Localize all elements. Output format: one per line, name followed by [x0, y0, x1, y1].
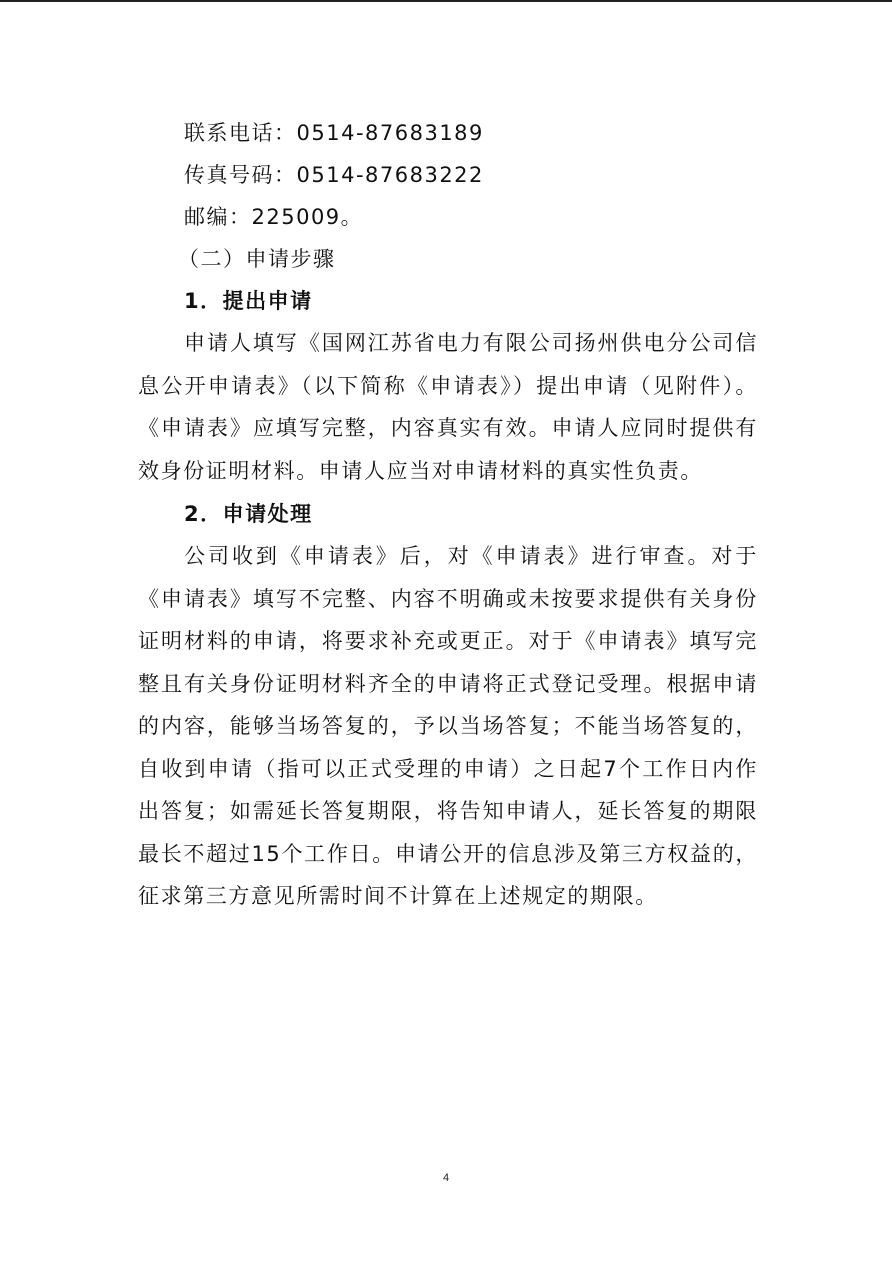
contact-postcode: 邮编：225009。 [184, 205, 364, 229]
step1-heading: 1．提出申请 [184, 289, 313, 313]
top-border-line [0, 0, 892, 2]
contact-phone: 联系电话：0514-87683189 [184, 121, 484, 145]
contact-fax: 传真号码：0514-87683222 [184, 163, 484, 187]
page-number: 4 [442, 1172, 450, 1184]
step2-heading: 2．申请处理 [184, 502, 313, 526]
section-heading: （二）申请步骤 [178, 247, 336, 271]
step1-body: 申请人填写《国网江苏省电力有限公司扬州供电分公司信息公开申请表》（以下简称《申请表》）提出申请（见附件）。《申请表》应填写完整，内容真实有效。申请人应同时提供有效身份证明材料。申请人应当对申请材料的真实性负责。 [138, 331, 758, 483]
step2-body: 公司收到《申请表》后，对《申请表》进行审查。对于《申请表》填写不完整、内容不明确或未按要求提供有关身份证明材料的申请，将要求补充或更正。对于《申请表》填写完整且有关身份证明材料齐全的申请将正式登记受理。根据申请的内容，能够当场答复的，予以当场答复；不能当场答复的，自收到申请（指可以正式受理的申请）之日起7个工作日内作出答复；如需延长答复期限，将告知申请人，延长答复的期限最长不超过15个工作日。申请公开的信息涉及第三方权益的，征求第三方意见所需时间不计算在上述规定的期限。 [138, 544, 758, 908]
document-page [138, 112, 758, 918]
